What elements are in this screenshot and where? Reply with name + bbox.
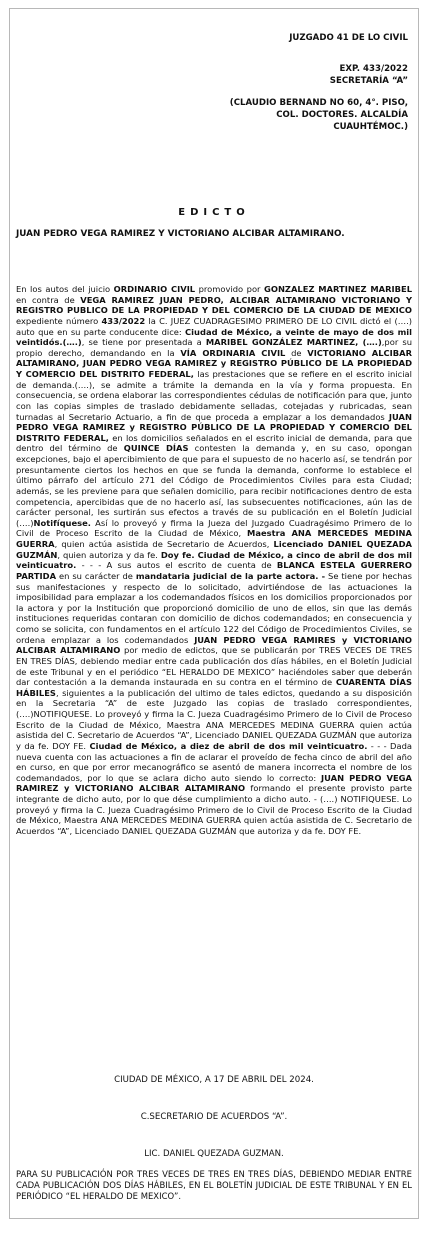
defendants-line: JUAN PEDRO VEGA RAMIREZ Y VICTORIANO ALCIBAR ALTAMIRANO. [16, 229, 345, 239]
case-number: EXP. 433/2022 [339, 64, 408, 74]
address-line-1: (CLAUDIO BERNAND NO 60, 4°. PISO, [229, 98, 408, 108]
body-bold-run: mandataria judicial de la parte actora. - [135, 570, 326, 581]
publication-footer: PARA SU PUBLICACIÓN POR TRES VECES DE TRES EN TRES DÍAS, DEBIENDO MEDIAR ENTRE CADA PUBLICACIÓN DOS DÍAS HÁBILES, EN EL BOLETÍN JUDICIAL DE ESTE TRIBUNAL Y EN EL PERIÓDICO “EL HERALDO DE MEXICO”. [16, 1169, 412, 1201]
document-title: EDICTO [178, 207, 250, 218]
body-bold-run: CUARENTA DÍAS HÁBILES [16, 677, 412, 698]
body-bold-run: VICTORIANO ALCIBAR ALTAMIRANO, JUAN PEDRO VEGA RAMIREZ y REGISTRO PÚBLICO DE LA PROPIEDAD Y COMERCIO DEL DISTRITO FEDERAL, [16, 347, 412, 379]
body-text-run: las prestaciones que se refiere en el escrito inicial de demanda.(….), se admite a trámite la demanda en la vía y forma propuesta. En consecuencia, se ordena elaborar las correspondientes cédulas de notificación para que, junto con las copias simples de traslado debidamente selladas, cotejadas y rubricadas, sean turnadas al Secretario Actuario, a fin de que proceda a emplazar a los demandados [16, 369, 412, 422]
body-text-run: promovido por [195, 284, 264, 294]
secretariat: SECRETARÍA “A” [329, 76, 408, 86]
secretary-title: C.SECRETARIO DE ACUERDOS “A”. [140, 1112, 288, 1122]
body-text-run: Así lo proveyó y firma la Jueza del Juzgado Cuadragésimo Primero de lo Civil de Proceso Escrito de la Ciudad de México, [16, 517, 412, 539]
address-line-3: CUAUHTÉMOC.) [333, 122, 408, 132]
body-bold-run: VÍA ORDINARIA CIVIL [180, 347, 286, 358]
body-bold-run: JUAN PEDRO VEGA RAMIRES y VICTORIANO ALCIBAR ALTAMIRANO [16, 634, 412, 656]
address-line-2: COL. DOCTORES. ALCALDÍA [276, 110, 408, 120]
body-bold-run: JUAN PEDRO VEGA RAMIREZ y VICTORIANO ALCIBAR ALTAMIRANO [16, 772, 412, 794]
body-text-run: contesten la demanda y, en su caso, opongan excepciones, bajo el apercibimiento de que para el supuesto de no hacerlo así, se tendrán por presuntamente ciertos los hechos en que se funda la demanda, conforme lo establece el último párrafo del artículo 271 del Código de Procedimientos Civiles para esta Ciudad; además, se les previene para que señalen domicilio, para recibir notificaciones dentro de esta competencia, apercibidas que de no hacerlo así, las subsecuentes notificaciones, aún las de carácter personal, les surtirán sus efectos a través de su publicación en el Boletín Judicial (….) [16, 443, 413, 528]
body-bold-run: 433/2022 [101, 315, 146, 326]
body-text-run: , quien actúa asistida de Secretario de Acuerdos, [54, 539, 274, 549]
edict-document [9, 8, 419, 1219]
body-bold-run: BLANCA ESTELA GUERRERO PARTIDA [16, 560, 412, 581]
body-bold-run: Doy fe. Ciudad de México, a cinco de abril de dos mil veinticuatro. [16, 549, 412, 571]
edict-body [16, 284, 412, 837]
body-bold-run: ORDINARIO CIVIL [113, 284, 196, 294]
body-bold-run: GONZALEZ MARTINEZ MARIBEL [264, 284, 413, 294]
body-bold-run: QUINCE DÍAS [123, 443, 189, 454]
body-text-run: de [285, 347, 308, 358]
body-text-run: En los autos del juicio [16, 284, 114, 294]
body-text-run: formando el presente provisto parte integrante de dicho auto, por lo que dése cumplimiento a dicho auto. - (….) NOTIFIQUESE. Lo proveyó y firma la C. Jueza Cuadragésimo Primero de lo Civil de Proceso Escrito de la Ciudad de México, Maestra ANA MERCEDES MEDINA GUERRA quien actúa asistida de C. Secretario de Acuerdos “A”, Licenciado DANIEL QUEZADA GUZMÁN que autoriza y da fe. DOY FE. [16, 783, 412, 836]
body-bold-run: Ciudad de México, a veinte de mayo de dos mil veintidós.(….) [16, 326, 412, 348]
body-text-run: en los domicilios señalados en el escrito inicial de demanda, para que dentro del término de [16, 432, 412, 454]
body-bold-run: Maestra ANA MERCEDES MEDINA GUERRA [16, 528, 412, 549]
body-text-run: - - - A sus autos el escrito de cuenta de [76, 560, 277, 571]
body-text-run: , se tiene por presentada a [81, 337, 206, 348]
body-bold-run: MARIBEL GONZÁLEZ MARTINEZ, (….) [205, 337, 382, 348]
body-bold-run: Licenciado DANIEL QUEZADA GUZMÁN [16, 539, 412, 560]
body-text-run: por medio de edictos, que se publicarán por TRES VECES DE TRES EN TRES DÍAS, debiendo mediar entre cada publicación dos días hábiles, en el Boletín Judicial de este Tribunal y en el periódico “EL HERALDO DE MEXICO” haciéndoles saber que deberán dar contestación a la demanda instaurada en su contra en el término de [16, 645, 412, 688]
date-line: CIUDAD DE MÉXICO, A 17 DE ABRIL DEL 2024. [114, 1075, 314, 1085]
court-name: JUZGADO 41 DE LO CIVIL [289, 33, 408, 43]
body-text-run: Se tiene por hechas sus manifestaciones y respecto de lo solicitado, advirtiéndose de las actuaciones la imposibilidad para emplazar a los codemandados físicos en los domicilios proporcionados por la actora y por la Institución que proporcionó domicilio de uno de ellos, sin que las demás instituciones requeridas contaran con domicilio de dichos codemandados; en consecuencia y como se solicita, con fundamentos en el artículo 122 del Código de Procedimientos Civiles, se ordena emplazar a los codemandados [16, 570, 412, 645]
body-text-run: expediente número [16, 315, 102, 326]
body-bold-run: JUAN PEDRO VEGA RAMIREZ y REGISTRO PÚBLICO DE LA PROPIEDAD Y COMERCIO DEL DISTRITO FEDERAL, [16, 411, 412, 443]
body-bold-run: Notifíquese. [33, 517, 91, 528]
body-text-run: , siguientes a la publicación del ultimo de tales edictos, quedando a su disposición en la Secretaria “A” de este Juzgado las copias de traslado correspondientes, (….)NOTIFIQUESE. Lo proveyó y firma la C. Jueza Cuadragésimo Primero de lo Civil de Proceso Escrito de la Ciudad de México, Maestra ANA MERCEDES MEDINA GUERRA quien actúa asistida del C. Secretario de Acuerdos “A”, Licenciado DANIEL QUEZADA GUZMÁN que autoriza y da fe. DOY FE. [16, 687, 412, 751]
secretary-name: LIC. DANIEL QUEZADA GUZMAN. [144, 1149, 284, 1159]
body-bold-run: VEGA RAMIREZ JUAN PEDRO, ALCIBAR ALTAMIRANO VICTORIANO Y REGISTRO PUBLICO DE LA PROPIEDAD Y DEL COMERCIO DE LA CIUDAD DE MEXICO [16, 294, 412, 316]
body-text-run: - - - Dada nueva cuenta con las actuaciones a fin de aclarar el proveído de fecha cinco de abril del año en curso, en que por error mecanográfico se asentó de manera incorrecta el nombre de los codemandados, por lo que se aclara dicho auto siendo lo correcto: [16, 740, 413, 783]
body-text-run: en contra de [16, 294, 81, 305]
body-text-run: la C. JUEZ CUADRAGESIMO PRIMERO DE LO CIVIL dictó el (….) auto que en su parte conducente dice: [16, 315, 412, 337]
body-text-run: ,por su propio derecho, demandando en la [16, 337, 412, 358]
body-text-run: en su carácter de [56, 570, 136, 581]
body-text-run: , quien autoriza y da fe. [57, 549, 161, 560]
body-bold-run: Ciudad de México, a diez de abril de dos mil veinticuatro. [89, 740, 368, 751]
